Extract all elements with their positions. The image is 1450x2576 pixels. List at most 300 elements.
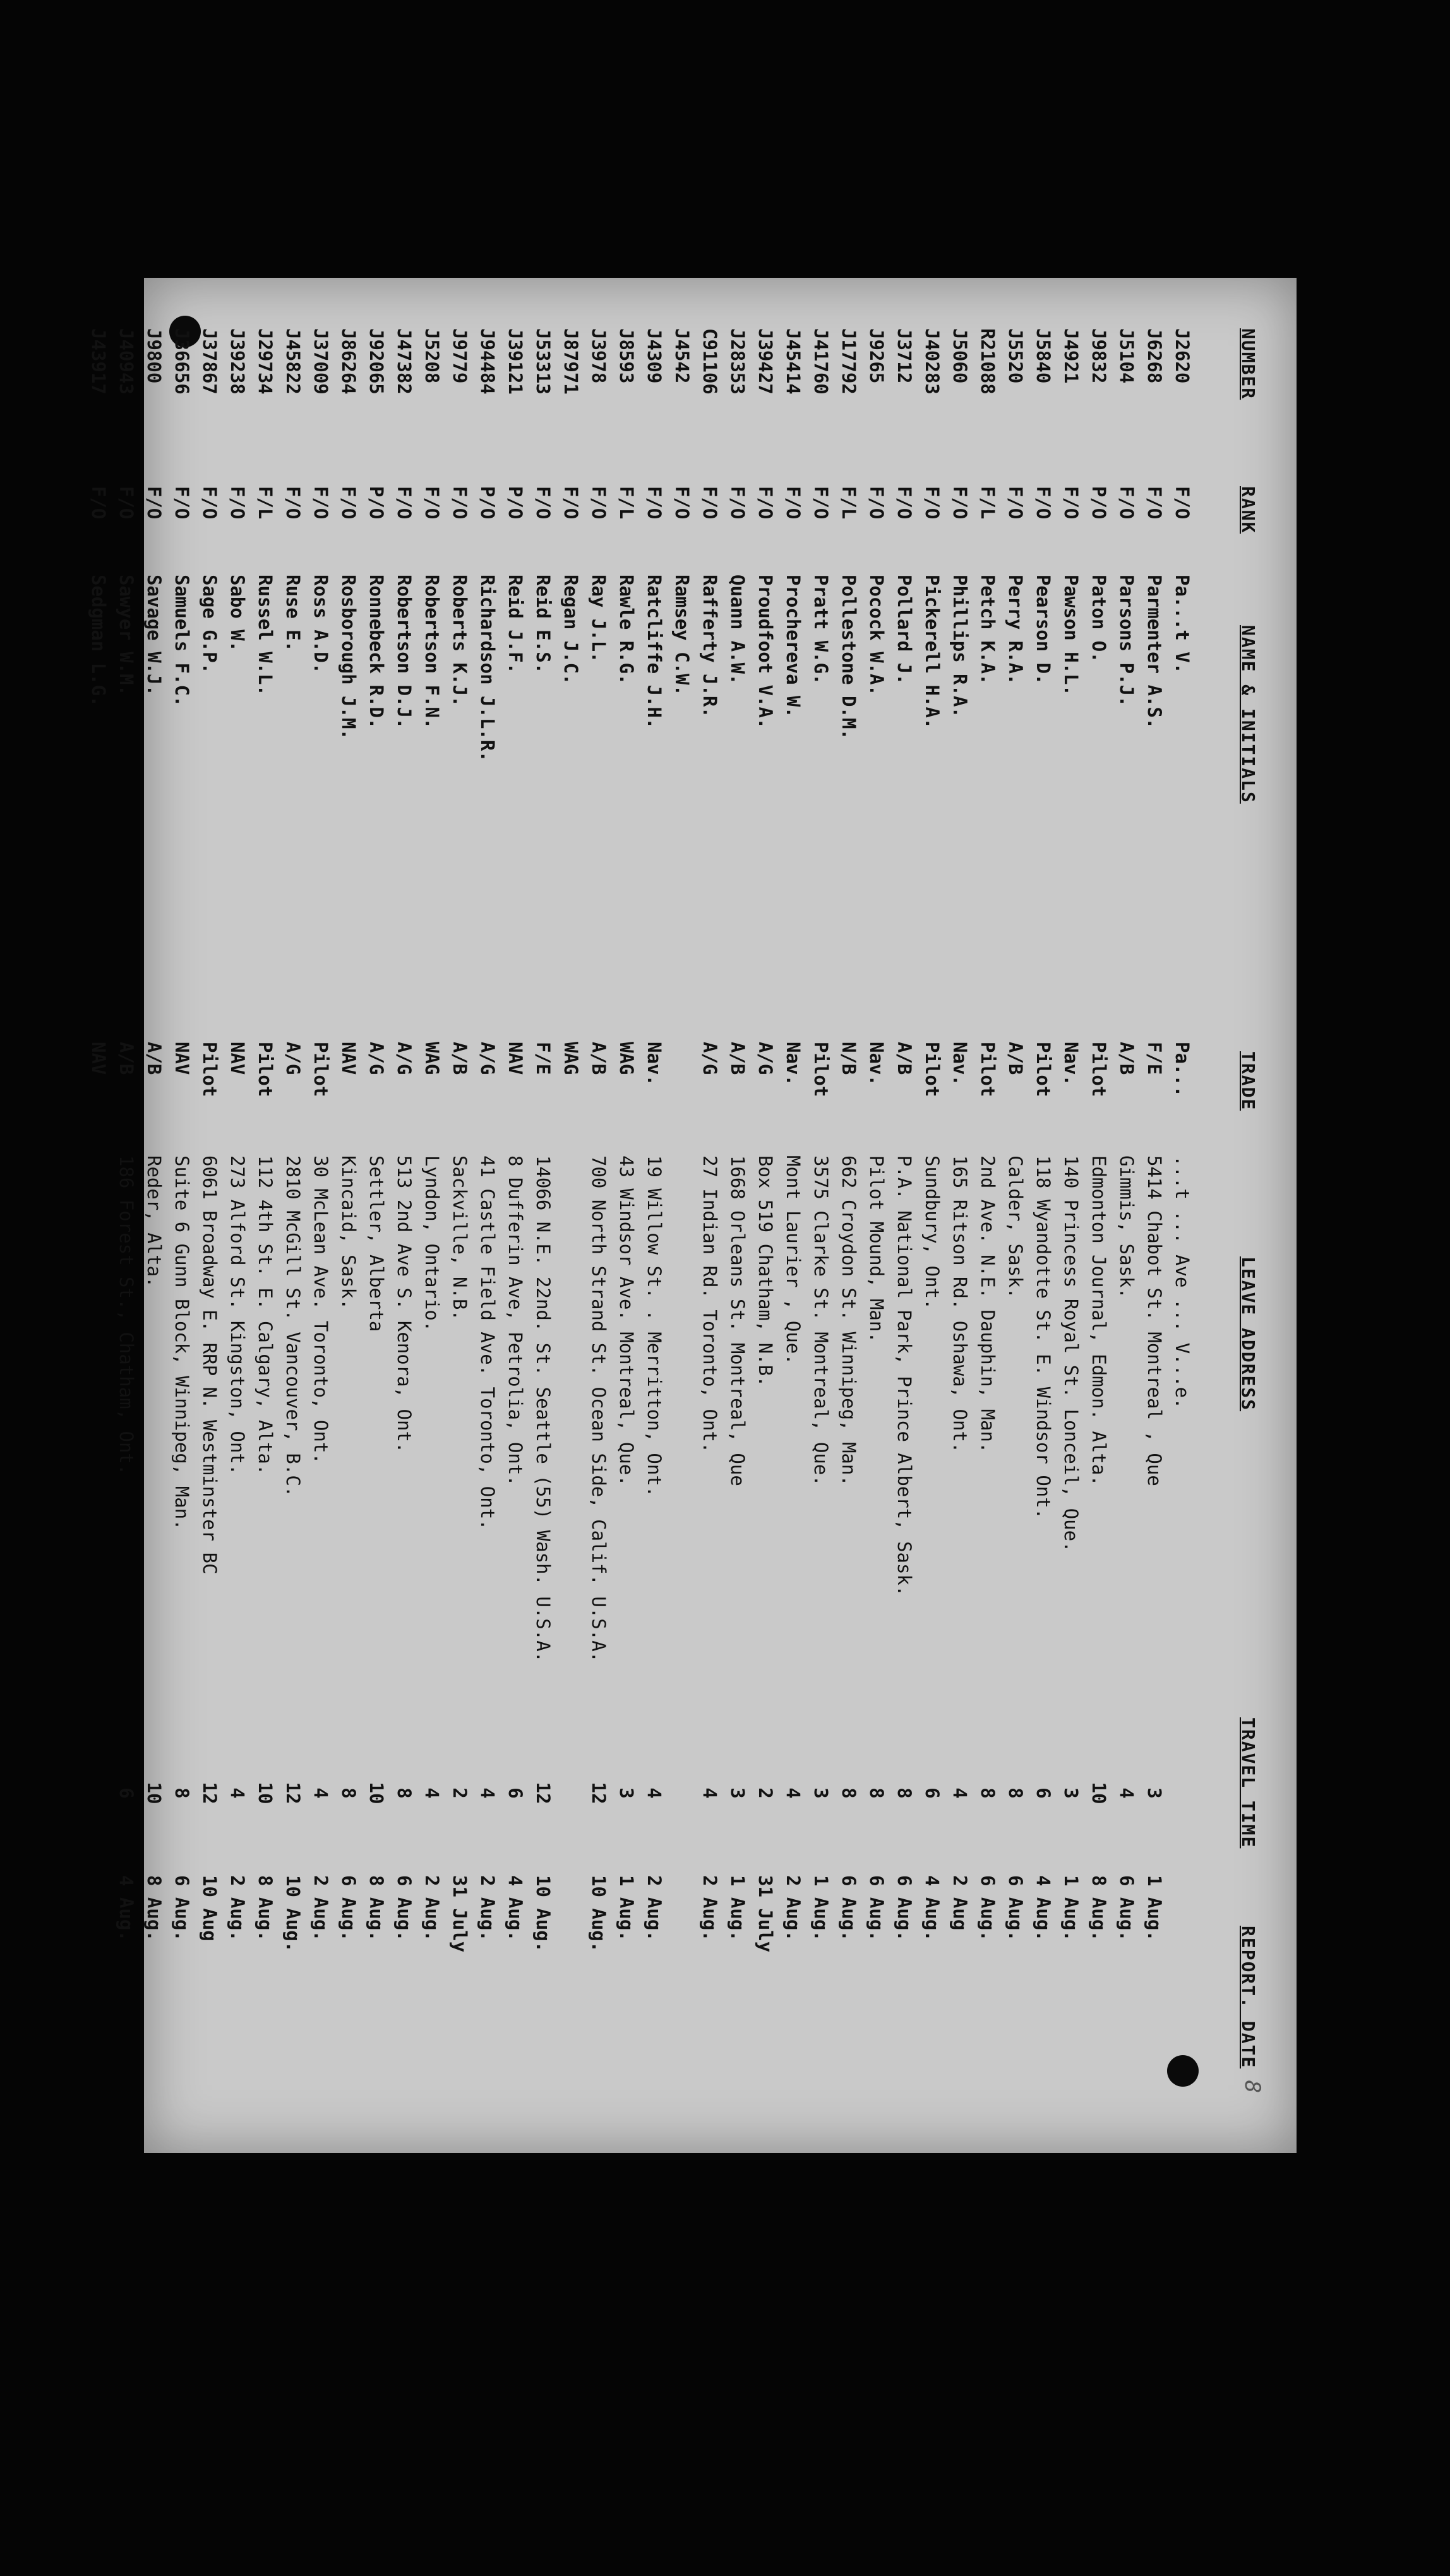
cell-travel: 3 bbox=[1144, 1787, 1165, 1799]
cell-name: Perry R.A. bbox=[1005, 575, 1026, 685]
cell-name: Rosborough J.M. bbox=[338, 575, 359, 740]
cell-rank: F/O bbox=[866, 486, 887, 520]
cell-name: Roberts K.J. bbox=[449, 575, 470, 707]
table-row bbox=[862, 309, 890, 2121]
cell-address: 2nd Ave. N.E. Dauphin, Man. bbox=[977, 1155, 998, 1453]
table-row bbox=[473, 309, 501, 2121]
cell-number: J39121 bbox=[505, 328, 526, 395]
cell-rank: F/O bbox=[338, 486, 359, 520]
cell-report: 31 July bbox=[449, 1875, 470, 1953]
table-row bbox=[84, 309, 112, 2121]
cell-trade: A/B bbox=[449, 1042, 470, 1075]
cell-rank: F/O bbox=[227, 486, 248, 520]
cell-number: J37867 bbox=[199, 328, 220, 395]
cell-address: 513 2nd Ave S. Kenora, Ont. bbox=[393, 1155, 415, 1453]
column-header-name: NAME & INITIALS bbox=[1238, 625, 1259, 804]
cell-number: J3978 bbox=[588, 328, 609, 384]
cell-name: Richardson J.L.R. bbox=[477, 575, 498, 762]
cell-report: 6 Aug. bbox=[338, 1875, 359, 1941]
cell-address: 6061 Broadway E. RRP N. Westminster BC bbox=[199, 1155, 220, 1575]
cell-report: 6 Aug. bbox=[171, 1875, 193, 1941]
cell-rank: F/O bbox=[1033, 486, 1054, 520]
cell-address: 700 North Strand St. Ocean Side, Calif. U.S.A. bbox=[588, 1155, 609, 1663]
table-row bbox=[556, 309, 584, 2121]
cell-address: 165 Ritson Rd. Oshawa, Ont. bbox=[949, 1155, 971, 1453]
cell-report: 10 Aug bbox=[199, 1875, 220, 1941]
cell-rank: F/L bbox=[838, 486, 860, 520]
cell-travel: 10 bbox=[143, 1782, 165, 1804]
cell-address: Sackville, N.B. bbox=[449, 1155, 470, 1321]
cell-trade: Pilot bbox=[977, 1042, 998, 1097]
cell-rank: F/O bbox=[644, 486, 665, 520]
cell-trade: Nav. bbox=[949, 1042, 971, 1086]
cell-rank: F/L bbox=[255, 486, 276, 520]
cell-name: Sage G.P. bbox=[199, 575, 220, 674]
cell-trade: Nav. bbox=[644, 1042, 665, 1086]
cell-report: 8 Aug. bbox=[255, 1875, 276, 1941]
cell-report: 1 Aug. bbox=[727, 1875, 748, 1941]
cell-number: J9832 bbox=[1088, 328, 1110, 384]
cell-travel: 10 bbox=[366, 1782, 387, 1804]
cell-number: J45822 bbox=[282, 328, 304, 395]
cell-address: Box 519 Chatham, N.B. bbox=[755, 1155, 776, 1387]
table-row bbox=[1001, 309, 1029, 2121]
cell-number: J36656 bbox=[171, 328, 193, 395]
cell-name: Russel W.L. bbox=[255, 575, 276, 696]
cell-number: J29734 bbox=[255, 328, 276, 395]
cell-number: J94484 bbox=[477, 328, 498, 395]
cell-number: J40943 bbox=[116, 328, 137, 395]
cell-name: Pickerell H.A. bbox=[921, 575, 943, 729]
cell-address: 273 Alford St. Kingston, Ont. bbox=[227, 1155, 248, 1476]
table-row bbox=[445, 309, 473, 2121]
cell-travel: 3 bbox=[1060, 1787, 1082, 1799]
table-row bbox=[362, 309, 390, 2121]
cell-report: 8 Aug. bbox=[1088, 1875, 1110, 1941]
cell-travel: 8 bbox=[393, 1787, 415, 1799]
cell-rank: F/O bbox=[1005, 486, 1026, 520]
cell-rank: F/O bbox=[282, 486, 304, 520]
cell-travel: 6 bbox=[1033, 1787, 1054, 1799]
cell-number: J8593 bbox=[616, 328, 637, 384]
cell-trade: Pilot bbox=[310, 1042, 332, 1097]
cell-address: 1668 Orleans St. Montreal, Que bbox=[727, 1155, 748, 1486]
cell-travel: 12 bbox=[199, 1782, 220, 1804]
table-row bbox=[1029, 309, 1057, 2121]
cell-rank: F/L bbox=[616, 486, 637, 520]
cell-travel: 12 bbox=[532, 1782, 554, 1804]
table-row bbox=[529, 309, 556, 2121]
table-row bbox=[945, 309, 973, 2121]
table-row bbox=[695, 309, 723, 2121]
table-row bbox=[640, 309, 668, 2121]
cell-report: 8 Aug. bbox=[366, 1875, 387, 1941]
cell-address: Pilot Mound, Man. bbox=[866, 1155, 887, 1343]
cell-rank: P/O bbox=[505, 486, 526, 520]
cell-name: Rawle R.G. bbox=[616, 575, 637, 685]
table-row bbox=[1140, 309, 1168, 2121]
cell-number: J39238 bbox=[227, 328, 248, 395]
cell-trade: A/B bbox=[727, 1042, 748, 1075]
cell-name: Samuels F.C. bbox=[171, 575, 193, 707]
cell-number: J40283 bbox=[921, 328, 943, 395]
cell-number: J3712 bbox=[894, 328, 915, 384]
cell-travel: 12 bbox=[588, 1782, 609, 1804]
cell-trade: F/E bbox=[532, 1042, 554, 1075]
cell-travel: 8 bbox=[894, 1787, 915, 1799]
cell-travel: 2 bbox=[449, 1787, 470, 1799]
cell-trade: WAG bbox=[421, 1042, 443, 1075]
table-row bbox=[890, 309, 918, 2121]
table-row bbox=[612, 309, 640, 2121]
cell-travel: 4 bbox=[421, 1787, 443, 1799]
cell-rank: F/O bbox=[949, 486, 971, 520]
cell-rank: F/O bbox=[921, 486, 943, 520]
table-row bbox=[112, 309, 140, 2121]
cell-rank: F/O bbox=[393, 486, 415, 520]
cell-trade: NAV bbox=[88, 1042, 109, 1075]
cell-address: Suite 6 Gunn Block, Winnipeg, Man. bbox=[171, 1155, 193, 1530]
cell-trade: A/G bbox=[393, 1042, 415, 1075]
cell-address: 2810 McGill St. Vancouver, B.C. bbox=[282, 1155, 304, 1498]
cell-trade: Pilot bbox=[1088, 1042, 1110, 1097]
cell-number: J5060 bbox=[949, 328, 971, 384]
cell-rank: F/O bbox=[1116, 486, 1137, 520]
column-header-report-date: REPORT. DATE bbox=[1238, 1926, 1259, 2069]
cell-travel: 4 bbox=[477, 1787, 498, 1799]
cell-travel: 6 bbox=[921, 1787, 943, 1799]
cell-trade: A/G bbox=[755, 1042, 776, 1075]
cell-address: Kincaid, Sask. bbox=[338, 1155, 359, 1310]
cell-travel: 8 bbox=[977, 1787, 998, 1799]
cell-address: 140 Princess Royal St. Lonceil, Que. bbox=[1060, 1155, 1082, 1553]
cell-report: 2 Aug. bbox=[227, 1875, 248, 1941]
cell-number: J17792 bbox=[838, 328, 860, 395]
cell-report: 1 Aug. bbox=[810, 1875, 832, 1941]
cell-name: Ruse E. bbox=[282, 575, 304, 652]
cell-name: Savage W.J. bbox=[143, 575, 165, 696]
cell-report: 1 Aug. bbox=[1144, 1875, 1165, 1941]
cell-travel: 8 bbox=[338, 1787, 359, 1799]
cell-rank: F/O bbox=[116, 486, 137, 520]
cell-travel: 4 bbox=[949, 1787, 971, 1799]
cell-number: J5520 bbox=[1005, 328, 1026, 384]
table-row bbox=[668, 309, 695, 2121]
cell-number: J87971 bbox=[560, 328, 582, 395]
cell-travel: 2 bbox=[755, 1787, 776, 1799]
cell-trade: A/B bbox=[588, 1042, 609, 1075]
cell-report: 2 Aug. bbox=[782, 1875, 804, 1941]
table-row bbox=[834, 309, 862, 2121]
cell-report: 2 Aug. bbox=[644, 1875, 665, 1941]
cell-address: 3575 Clarke St. Montreal, Que. bbox=[810, 1155, 832, 1486]
cell-report: 6 Aug. bbox=[894, 1875, 915, 1941]
cell-name: Robertson F.N. bbox=[421, 575, 443, 729]
cell-rank: F/O bbox=[699, 486, 721, 520]
cell-report: 4 Aug. bbox=[921, 1875, 943, 1941]
cell-address: 27 Indian Rd. Toronto, Ont. bbox=[699, 1155, 721, 1453]
cell-report: 2 Aug. bbox=[310, 1875, 332, 1941]
cell-report: 31 July bbox=[755, 1875, 776, 1953]
cell-number: J28353 bbox=[727, 328, 748, 395]
table-row bbox=[167, 309, 195, 2121]
cell-rank: F/O bbox=[755, 486, 776, 520]
cell-address: Reder, Alta. bbox=[143, 1155, 165, 1288]
cell-rank: P/O bbox=[366, 486, 387, 520]
cell-name: Pawson H.L. bbox=[1060, 575, 1082, 696]
cell-rank: F/O bbox=[588, 486, 609, 520]
page-mark: 8 bbox=[1240, 2080, 1266, 2094]
cell-rank: F/O bbox=[532, 486, 554, 520]
cell-name: Ratcliffe J.H. bbox=[644, 575, 665, 729]
cell-address: Gimmis, Sask. bbox=[1116, 1155, 1137, 1299]
table-row bbox=[1057, 309, 1084, 2121]
cell-travel: 4 bbox=[310, 1787, 332, 1799]
cell-trade: NAV bbox=[227, 1042, 248, 1075]
cell-travel: 12 bbox=[282, 1782, 304, 1804]
cell-number: J4542 bbox=[671, 328, 693, 384]
table-row bbox=[973, 309, 1001, 2121]
cell-number: J43917 bbox=[88, 328, 109, 395]
cell-name: Sawyer W.M. bbox=[116, 575, 137, 696]
cell-number: J41760 bbox=[810, 328, 832, 395]
cell-trade: F/E bbox=[1144, 1042, 1165, 1075]
cell-name: Quann A.W. bbox=[727, 575, 748, 685]
table-row bbox=[417, 309, 445, 2121]
cell-travel: 8 bbox=[838, 1787, 860, 1799]
cell-report: 10 Aug. bbox=[532, 1875, 554, 1953]
cell-name: Pocock W.A. bbox=[866, 575, 887, 696]
table-row bbox=[501, 309, 529, 2121]
table-row bbox=[279, 309, 306, 2121]
cell-number: J37009 bbox=[310, 328, 332, 395]
table-row bbox=[390, 309, 417, 2121]
cell-rank: F/O bbox=[671, 486, 693, 520]
table-row bbox=[251, 309, 279, 2121]
cell-address: ...t ... Ave ... V...e. bbox=[1171, 1155, 1193, 1409]
cell-address: 186 Forest St., Chatham, Ont. bbox=[116, 1155, 137, 1476]
cell-travel: 3 bbox=[727, 1787, 748, 1799]
cell-travel: 4 bbox=[644, 1787, 665, 1799]
cell-address: 43 Windsor Ave. Montreal, Que. bbox=[616, 1155, 637, 1486]
cell-trade: Nav. bbox=[866, 1042, 887, 1086]
cell-name: Robertson D.J. bbox=[393, 575, 415, 729]
cell-address: 30 McLean Ave. Toronto, Ont. bbox=[310, 1155, 332, 1464]
cell-name: Ramsey C.W. bbox=[671, 575, 693, 696]
cell-trade: NAV bbox=[171, 1042, 193, 1075]
cell-address: Lyndon, Ontario. bbox=[421, 1155, 443, 1332]
cell-report: 6 Aug. bbox=[1116, 1875, 1137, 1941]
cell-number: J4309 bbox=[644, 328, 665, 384]
table-row bbox=[779, 309, 806, 2121]
cell-report: 1 Aug. bbox=[616, 1875, 637, 1941]
cell-address: Settler, Alberta bbox=[366, 1155, 387, 1332]
cell-travel: 8 bbox=[866, 1787, 887, 1799]
cell-name: Parmenter A.S. bbox=[1144, 575, 1165, 729]
cell-rank: F/O bbox=[199, 486, 220, 520]
cell-trade: NAV bbox=[505, 1042, 526, 1075]
cell-trade: A/B bbox=[894, 1042, 915, 1075]
cell-trade: A/G bbox=[699, 1042, 721, 1075]
record-table bbox=[88, 309, 1271, 2121]
cell-name: Pearson D. bbox=[1033, 575, 1054, 685]
cell-trade: Pilot bbox=[255, 1042, 276, 1097]
cell-number: J9779 bbox=[449, 328, 470, 384]
cell-number: J53313 bbox=[532, 328, 554, 395]
cell-name: Phillips R.A. bbox=[949, 575, 971, 718]
cell-number: J9265 bbox=[866, 328, 887, 384]
cell-trade: N/B bbox=[838, 1042, 860, 1075]
cell-report: 6 Aug. bbox=[866, 1875, 887, 1941]
cell-address: 41 Castle Field Ave. Toronto, Ont. bbox=[477, 1155, 498, 1530]
table-row bbox=[1084, 309, 1112, 2121]
cell-rank: F/O bbox=[1171, 486, 1193, 520]
cell-number: J5104 bbox=[1116, 328, 1137, 384]
cell-report: 1 Aug. bbox=[1060, 1875, 1082, 1941]
cell-number: J6268 bbox=[1144, 328, 1165, 384]
cell-travel: 10 bbox=[1088, 1782, 1110, 1804]
table-row bbox=[223, 309, 251, 2121]
cell-address: 118 Wyandotte St. E. Windsor Ont. bbox=[1033, 1155, 1054, 1520]
cell-name: Ronnebeck R.D. bbox=[366, 575, 387, 729]
cell-rank: F/O bbox=[171, 486, 193, 520]
cell-travel: 6 bbox=[116, 1787, 137, 1799]
cell-address: P.A. National Park, Prince Albert, Sask. bbox=[894, 1155, 915, 1597]
cell-report: 4 Aug. bbox=[1033, 1875, 1054, 1941]
cell-number: J9800 bbox=[143, 328, 165, 384]
cell-address: Sundbury, Ont. bbox=[921, 1155, 943, 1310]
cell-name: Ray J.L. bbox=[588, 575, 609, 663]
cell-trade: Pilot bbox=[1033, 1042, 1054, 1097]
cell-rank: F/O bbox=[1060, 486, 1082, 520]
cell-trade: A/B bbox=[1005, 1042, 1026, 1075]
cell-address: 5414 Chabot St. Montreal , Que bbox=[1144, 1155, 1165, 1486]
cell-travel: 4 bbox=[1116, 1787, 1137, 1799]
cell-name: Paton O. bbox=[1088, 575, 1110, 663]
cell-rank: F/O bbox=[1144, 486, 1165, 520]
cell-report: 2 Aug. bbox=[421, 1875, 443, 1941]
cell-travel: 4 bbox=[782, 1787, 804, 1799]
column-header-leave-address: LEAVE ADDRESS bbox=[1238, 1256, 1259, 1412]
cell-address: 14066 N.E. 22nd. St. Seattle (55) Wash. U.S.A. bbox=[532, 1155, 554, 1663]
cell-name: Pa...t V. bbox=[1171, 575, 1193, 674]
document-sheet bbox=[88, 278, 1297, 2153]
cell-travel: 10 bbox=[255, 1782, 276, 1804]
cell-rank: F/O bbox=[310, 486, 332, 520]
cell-name: Sabo W. bbox=[227, 575, 248, 652]
cell-rank: F/O bbox=[894, 486, 915, 520]
table-row bbox=[584, 309, 612, 2121]
cell-trade: Pilot bbox=[810, 1042, 832, 1097]
cell-address: Calder, Sask. bbox=[1005, 1155, 1026, 1299]
cell-rank: P/O bbox=[1088, 486, 1110, 520]
cell-number: J47382 bbox=[393, 328, 415, 395]
cell-trade: Pilot bbox=[199, 1042, 220, 1097]
cell-trade: A/B bbox=[1116, 1042, 1137, 1075]
column-header-number: NUMBER bbox=[1238, 328, 1259, 400]
cell-rank: P/O bbox=[477, 486, 498, 520]
cell-report: 6 Aug. bbox=[838, 1875, 860, 1941]
cell-name: Regan J.C. bbox=[560, 575, 582, 685]
cell-trade: A/G bbox=[282, 1042, 304, 1075]
cell-name: Pollard J. bbox=[894, 575, 915, 685]
cell-trade: WAG bbox=[616, 1042, 637, 1075]
table-row bbox=[751, 309, 779, 2121]
cell-rank: F/O bbox=[782, 486, 804, 520]
cell-number: J86264 bbox=[338, 328, 359, 395]
table-row bbox=[806, 309, 834, 2121]
cell-address: 19 Willow St. . Merritton, Ont. bbox=[644, 1155, 665, 1498]
cell-address: Edmonton Journal, Edmon. Alta. bbox=[1088, 1155, 1110, 1486]
cell-travel: 8 bbox=[1005, 1787, 1026, 1799]
cell-name: Pollestone D.M. bbox=[838, 575, 860, 740]
cell-address: 8 Dufferin Ave, Petrolia, Ont. bbox=[505, 1155, 526, 1486]
table-row bbox=[1112, 309, 1140, 2121]
table-row bbox=[306, 309, 334, 2121]
cell-trade: A/G bbox=[366, 1042, 387, 1075]
cell-trade: WAG bbox=[560, 1042, 582, 1075]
column-header-rank: RANK bbox=[1238, 486, 1259, 534]
cell-name: Reid E.S. bbox=[532, 575, 554, 674]
cell-name: Ross A.D. bbox=[310, 575, 332, 674]
cell-rank: F/O bbox=[421, 486, 443, 520]
cell-number: J45414 bbox=[782, 328, 804, 395]
cell-name: Proudfoot V.A. bbox=[755, 575, 776, 729]
cell-name: Prochereva W. bbox=[782, 575, 804, 718]
cell-trade: Pa... bbox=[1171, 1042, 1193, 1097]
cell-trade: A/B bbox=[143, 1042, 165, 1075]
cell-report: 6 Aug. bbox=[977, 1875, 998, 1941]
column-header-trade: TRADE bbox=[1238, 1051, 1259, 1111]
cell-number: J2620 bbox=[1171, 328, 1193, 384]
table-row bbox=[918, 309, 945, 2121]
table-row bbox=[723, 309, 751, 2121]
cell-travel: 4 bbox=[699, 1787, 721, 1799]
cell-number: C91106 bbox=[699, 328, 721, 395]
cell-report: 2 Aug bbox=[949, 1875, 971, 1931]
cell-rank: F/O bbox=[88, 486, 109, 520]
cell-name: Parsons P.J. bbox=[1116, 575, 1137, 707]
cell-rank: F/L bbox=[977, 486, 998, 520]
cell-number: J92065 bbox=[366, 328, 387, 395]
table-row bbox=[334, 309, 362, 2121]
table-row bbox=[1168, 309, 1195, 2121]
column-header-travel-time: TRAVEL TIME bbox=[1238, 1717, 1259, 1849]
cell-number: R21088 bbox=[977, 328, 998, 395]
cell-travel: 4 bbox=[227, 1787, 248, 1799]
cell-travel: 3 bbox=[616, 1787, 637, 1799]
cell-name: Rafferty J.R. bbox=[699, 575, 721, 718]
cell-rank: F/O bbox=[560, 486, 582, 520]
cell-address: Mont Laurier , Que. bbox=[782, 1155, 804, 1365]
table-row bbox=[195, 309, 223, 2121]
cell-address: 662 Croydon St. Winnipeg, Man. bbox=[838, 1155, 860, 1486]
cell-report: 2 Aug. bbox=[699, 1875, 721, 1941]
cell-report: 10 Aug. bbox=[588, 1875, 609, 1953]
cell-trade: Nav. bbox=[1060, 1042, 1082, 1086]
cell-number: J39427 bbox=[755, 328, 776, 395]
cell-report: 4 Aug. bbox=[505, 1875, 526, 1941]
cell-rank: F/O bbox=[143, 486, 165, 520]
cell-trade: A/G bbox=[477, 1042, 498, 1075]
cell-rank: F/O bbox=[810, 486, 832, 520]
cell-name: Petch K.A. bbox=[977, 575, 998, 685]
cell-report: 6 Aug. bbox=[1005, 1875, 1026, 1941]
cell-name: Pratt W.G. bbox=[810, 575, 832, 685]
cell-travel: 8 bbox=[171, 1787, 193, 1799]
table-body bbox=[84, 309, 1195, 2121]
cell-trade: Nav. bbox=[782, 1042, 804, 1086]
